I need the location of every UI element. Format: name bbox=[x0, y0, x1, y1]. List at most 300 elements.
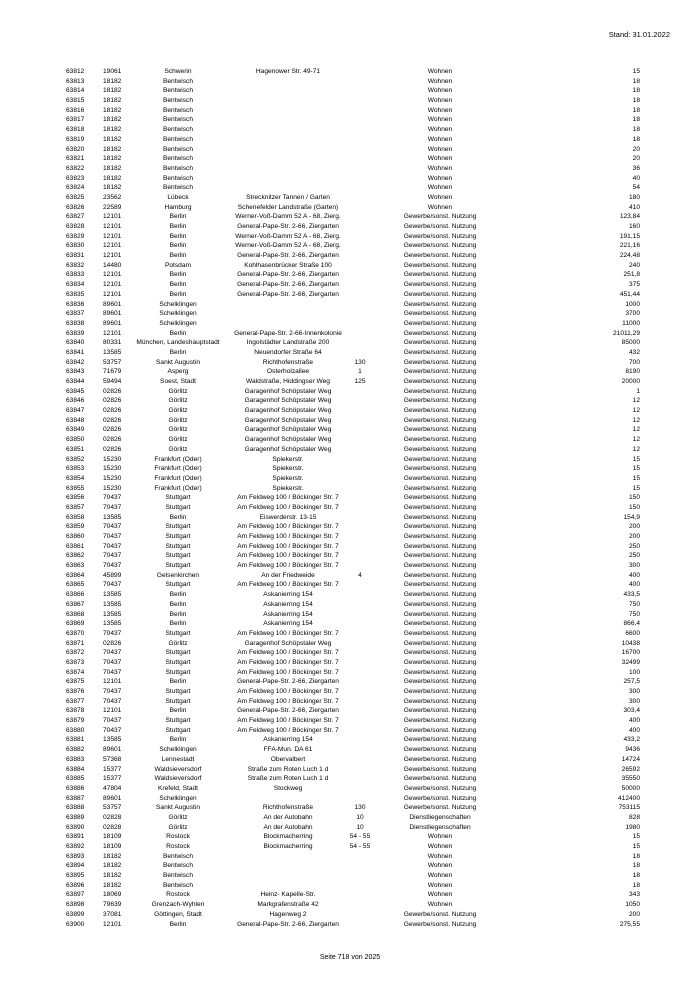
area-value: 10438 bbox=[621, 639, 640, 647]
row-id: 63867 bbox=[66, 600, 85, 608]
postal-code-cell bbox=[103, 658, 121, 668]
table-row bbox=[0, 629, 700, 639]
city: Waldsieversdorf bbox=[154, 765, 202, 773]
table-row bbox=[0, 367, 700, 377]
table-row bbox=[0, 697, 700, 707]
usage-type: Wohnen bbox=[427, 116, 453, 124]
postal-code: 89601 bbox=[103, 300, 122, 308]
area-value: 123,84 bbox=[619, 213, 640, 221]
row-id-cell bbox=[66, 619, 84, 629]
city: Berlin bbox=[169, 736, 187, 744]
row-id: 63824 bbox=[66, 184, 85, 192]
usage-type: Gewerbe/sonst. Nutzung bbox=[403, 726, 477, 734]
postal-code-cell bbox=[103, 900, 121, 910]
city: Görlitz bbox=[168, 397, 188, 405]
postal-code-cell bbox=[103, 338, 121, 348]
postal-code-cell bbox=[103, 610, 121, 620]
postal-code: 13585 bbox=[103, 591, 122, 599]
area-value-cell bbox=[633, 871, 640, 881]
city: Lennestadt bbox=[161, 755, 195, 763]
city: Görlitz bbox=[168, 823, 188, 831]
area-value: 18 bbox=[632, 872, 640, 880]
postal-code: 12101 bbox=[103, 920, 122, 928]
street: An der Autobahn bbox=[263, 823, 313, 831]
city: Bentwisch bbox=[162, 145, 194, 153]
usage-type: Gewerbe/sonst. Nutzung bbox=[403, 523, 477, 531]
city: Bentwisch bbox=[162, 881, 194, 889]
street: Am Feldweg 100 / Böckinger Str. 7 bbox=[237, 717, 339, 725]
row-id-cell bbox=[66, 484, 84, 494]
row-id: 63828 bbox=[66, 223, 85, 230]
table-row bbox=[0, 755, 700, 765]
city: Schelklingen bbox=[159, 746, 197, 754]
area-value: 275,55 bbox=[619, 920, 640, 928]
postal-code: 70437 bbox=[103, 581, 122, 589]
row-id: 63882 bbox=[66, 746, 85, 754]
row-id-cell bbox=[66, 823, 84, 833]
postal-code: 12101 bbox=[103, 281, 122, 289]
city: Bentwisch bbox=[162, 164, 194, 172]
postal-code-cell bbox=[103, 706, 121, 716]
area-value-cell bbox=[622, 784, 640, 794]
usage-type: Gewerbe/sonst. Nutzung bbox=[403, 484, 477, 492]
area-value-cell bbox=[629, 600, 640, 610]
postal-code: 70437 bbox=[103, 649, 122, 657]
street: Spiekerstr. bbox=[272, 474, 304, 482]
postal-code: 89601 bbox=[103, 746, 122, 754]
area-value: 20 bbox=[632, 145, 640, 153]
area-value-cell bbox=[633, 145, 640, 155]
table-row bbox=[0, 561, 700, 571]
street: Am Feldweg 100 / Böckinger Str. 7 bbox=[237, 668, 339, 676]
city: Stuttgart bbox=[165, 629, 191, 637]
city: Berlin bbox=[169, 213, 187, 221]
area-value: 303,4 bbox=[623, 707, 640, 715]
city: Grenzach-Wyhlen bbox=[151, 901, 205, 909]
table-row bbox=[0, 852, 700, 862]
row-id-cell bbox=[66, 145, 84, 155]
usage-type: Gewerbe/sonst. Nutzung bbox=[403, 649, 477, 657]
street: Straße zum Roten Luch 1 d bbox=[247, 765, 329, 773]
postal-code-cell bbox=[103, 503, 121, 513]
usage-type: Gewerbe/sonst. Nutzung bbox=[403, 639, 477, 647]
postal-code: 89601 bbox=[103, 310, 122, 318]
usage-type: Gewerbe/sonst. Nutzung bbox=[403, 581, 477, 589]
area-value: 154,9 bbox=[623, 513, 640, 521]
street: Eiswerderstr. 13-15 bbox=[259, 513, 317, 521]
postal-code-cell bbox=[103, 735, 121, 745]
table-row bbox=[0, 193, 700, 203]
postal-code-cell bbox=[103, 590, 121, 600]
postal-code: 02828 bbox=[103, 813, 122, 821]
street: Obervalbert bbox=[270, 755, 306, 763]
postal-code: 18182 bbox=[103, 174, 122, 182]
postal-code: 80331 bbox=[103, 339, 122, 347]
area-value-cell bbox=[629, 193, 640, 203]
row-id: 63891 bbox=[66, 833, 85, 841]
row-id: 63844 bbox=[66, 378, 85, 385]
postal-code-cell bbox=[103, 619, 121, 629]
row-id-cell bbox=[66, 251, 84, 261]
area-value: 18 bbox=[632, 852, 640, 860]
row-id: 63873 bbox=[66, 658, 85, 666]
area-value: 50000 bbox=[621, 784, 640, 792]
postal-code-cell bbox=[103, 464, 121, 474]
postal-code: 89601 bbox=[103, 794, 122, 802]
row-id-cell bbox=[66, 706, 84, 716]
table-row bbox=[0, 639, 700, 649]
postal-code: 15230 bbox=[103, 484, 122, 492]
area-value: 18 bbox=[632, 126, 640, 134]
postal-code-cell bbox=[103, 484, 121, 494]
row-id-cell bbox=[66, 842, 84, 852]
usage-type: Gewerbe/sonst. Nutzung bbox=[403, 717, 477, 725]
usage-type: Wohnen bbox=[427, 155, 453, 163]
table-row bbox=[0, 716, 700, 726]
postal-code: 70437 bbox=[103, 629, 122, 637]
row-id: 63881 bbox=[66, 736, 85, 744]
area-value: 20 bbox=[632, 155, 640, 163]
area-value: 160 bbox=[628, 223, 640, 230]
table-row bbox=[0, 765, 700, 775]
area-value: 15 bbox=[632, 843, 640, 850]
city: Stuttgart bbox=[165, 552, 191, 560]
table-row bbox=[0, 154, 700, 164]
postal-code: 13585 bbox=[103, 513, 122, 521]
street: Osterholzallee bbox=[266, 368, 310, 376]
city: Berlin bbox=[169, 290, 187, 298]
usage-type: Gewerbe/sonst. Nutzung bbox=[403, 281, 477, 289]
postal-code-cell bbox=[103, 861, 121, 871]
row-id-cell bbox=[66, 687, 84, 697]
row-id: 63831 bbox=[66, 252, 85, 260]
city: Görlitz bbox=[168, 387, 188, 395]
house-number: 10 bbox=[356, 813, 364, 821]
postal-code: 18182 bbox=[103, 852, 122, 860]
table-row bbox=[0, 522, 700, 532]
postal-code-cell bbox=[103, 445, 121, 455]
row-id-cell bbox=[66, 774, 84, 784]
area-value: 250 bbox=[628, 542, 640, 550]
city: Bentwisch bbox=[162, 106, 194, 114]
row-id: 63861 bbox=[66, 542, 85, 550]
postal-code-cell bbox=[103, 96, 121, 106]
city: Berlin bbox=[169, 920, 187, 928]
area-value: 18 bbox=[632, 77, 640, 85]
area-value: 240 bbox=[628, 261, 640, 269]
usage-type: Gewerbe/sonst. Nutzung bbox=[403, 368, 477, 376]
postal-code-cell bbox=[103, 920, 121, 930]
street: General-Pape-Str. 2-66, Ziergarten bbox=[237, 707, 339, 715]
postal-code-cell bbox=[103, 852, 121, 862]
row-id: 63874 bbox=[66, 668, 85, 676]
row-id-cell bbox=[66, 648, 84, 658]
area-value-cell bbox=[633, 115, 640, 125]
city: Görlitz bbox=[168, 416, 188, 424]
city: Soest, Stadt bbox=[160, 378, 196, 385]
area-value-cell bbox=[625, 823, 640, 833]
area-value: 15 bbox=[632, 465, 640, 473]
row-id: 63837 bbox=[66, 310, 85, 318]
table-row bbox=[0, 96, 700, 106]
row-id-cell bbox=[66, 697, 84, 707]
area-value-cell bbox=[633, 135, 640, 145]
area-value: 12 bbox=[632, 426, 640, 434]
row-id: 63826 bbox=[66, 203, 85, 211]
table-row bbox=[0, 580, 700, 590]
city: Stuttgart bbox=[165, 581, 191, 589]
usage-type: Gewerbe/sonst. Nutzung bbox=[403, 426, 477, 434]
area-value: 1980 bbox=[625, 823, 640, 831]
street: Markgrafenstraße 42 bbox=[257, 901, 319, 909]
city: Schwerin bbox=[164, 68, 192, 75]
row-id-cell bbox=[66, 280, 84, 290]
postal-code-cell bbox=[103, 222, 121, 232]
table-row bbox=[0, 406, 700, 416]
table-row bbox=[0, 203, 700, 213]
area-value-cell bbox=[618, 794, 640, 804]
row-id: 63814 bbox=[66, 87, 85, 95]
row-id-cell bbox=[66, 532, 84, 542]
table-row bbox=[0, 648, 700, 658]
postal-code-cell bbox=[103, 561, 121, 571]
row-id-cell bbox=[66, 881, 84, 891]
row-id-cell bbox=[66, 871, 84, 881]
row-id: 63870 bbox=[66, 629, 85, 637]
area-value-cell bbox=[629, 348, 640, 358]
area-value: 343 bbox=[628, 891, 640, 899]
area-value-cell bbox=[620, 251, 640, 261]
postal-code-cell bbox=[103, 890, 121, 900]
area-value: 180 bbox=[628, 193, 640, 201]
area-value-cell bbox=[623, 677, 640, 687]
street: Garagenhof Schöpstaler Weg bbox=[244, 436, 332, 444]
row-id-cell bbox=[66, 455, 84, 465]
area-value-cell bbox=[633, 406, 640, 416]
postal-code-cell bbox=[103, 542, 121, 552]
postal-code: 53757 bbox=[103, 804, 122, 812]
area-value-cell bbox=[629, 522, 640, 532]
postal-code: 02826 bbox=[103, 426, 122, 434]
row-id-cell bbox=[66, 900, 84, 910]
area-value: 221,16 bbox=[619, 242, 640, 250]
table-row bbox=[0, 425, 700, 435]
row-id: 63840 bbox=[66, 339, 85, 347]
row-id: 63822 bbox=[66, 164, 85, 172]
usage-type: Gewerbe/sonst. Nutzung bbox=[403, 610, 477, 618]
row-id-cell bbox=[66, 154, 84, 164]
street: Hagenweg 2 bbox=[269, 910, 307, 918]
postal-code: 70437 bbox=[103, 503, 122, 511]
area-value: 3700 bbox=[625, 310, 640, 318]
area-value-cell bbox=[620, 241, 640, 251]
postal-code: 70437 bbox=[103, 658, 122, 666]
postal-code: 14480 bbox=[103, 261, 122, 269]
city: Stuttgart bbox=[165, 697, 191, 705]
row-id: 63856 bbox=[66, 494, 85, 502]
row-id-cell bbox=[66, 726, 84, 736]
area-value: 200 bbox=[628, 910, 640, 918]
city: Berlin bbox=[169, 591, 187, 599]
row-id: 63832 bbox=[66, 261, 85, 269]
usage-type: Gewerbe/sonst. Nutzung bbox=[403, 755, 477, 763]
postal-code-cell bbox=[103, 387, 121, 397]
area-value-cell bbox=[622, 319, 640, 329]
postal-code: 18182 bbox=[103, 881, 122, 889]
area-value-cell bbox=[629, 222, 640, 232]
city: Bentwisch bbox=[162, 872, 194, 880]
usage-type: Gewerbe/sonst. Nutzung bbox=[403, 629, 477, 637]
row-id: 63871 bbox=[66, 639, 85, 647]
postal-code: 70437 bbox=[103, 494, 122, 502]
city: Frankfurt (Oder) bbox=[154, 465, 202, 473]
postal-code: 89601 bbox=[103, 319, 122, 327]
table-row bbox=[0, 735, 700, 745]
area-value: 400 bbox=[628, 717, 640, 725]
row-id-cell bbox=[66, 396, 84, 406]
row-id-cell bbox=[66, 658, 84, 668]
row-id: 63818 bbox=[66, 126, 85, 134]
area-value: 18 bbox=[632, 862, 640, 870]
usage-type: Wohnen bbox=[427, 126, 453, 134]
postal-code-cell bbox=[103, 251, 121, 261]
area-value: 11000 bbox=[622, 319, 640, 327]
postal-code: 13585 bbox=[103, 600, 122, 608]
area-value-cell bbox=[633, 67, 640, 77]
area-value: 433,5 bbox=[623, 591, 640, 599]
postal-code: 12101 bbox=[103, 213, 122, 221]
row-id-cell bbox=[66, 668, 84, 678]
postal-code-cell bbox=[103, 300, 121, 310]
postal-code: 18182 bbox=[103, 97, 122, 105]
row-id-cell bbox=[66, 832, 84, 842]
table-row bbox=[0, 241, 700, 251]
postal-code-cell bbox=[103, 784, 121, 794]
area-value-cell bbox=[622, 658, 640, 668]
row-id: 63847 bbox=[66, 407, 85, 415]
row-id-cell bbox=[66, 338, 84, 348]
row-id-cell bbox=[66, 522, 84, 532]
usage-type: Gewerbe/sonst. Nutzung bbox=[403, 794, 477, 802]
postal-code-cell bbox=[103, 842, 121, 852]
postal-code: 18109 bbox=[103, 843, 122, 850]
usage-type: Gewerbe/sonst. Nutzung bbox=[403, 775, 477, 783]
postal-code-cell bbox=[103, 86, 121, 96]
street: Werner-Voß-Damm 52 A - 68, Zierg. bbox=[235, 242, 341, 250]
row-id: 63821 bbox=[66, 155, 85, 163]
street: Am Feldweg 100 / Böckinger Str. 7 bbox=[237, 658, 339, 666]
row-id-cell bbox=[66, 358, 84, 368]
usage-type: Gewerbe/sonst. Nutzung bbox=[403, 668, 477, 676]
usage-type: Wohnen bbox=[427, 164, 453, 172]
usage-type: Wohnen bbox=[427, 833, 453, 841]
row-id-cell bbox=[66, 784, 84, 794]
table-row bbox=[0, 348, 700, 358]
city: Potsdam bbox=[164, 261, 192, 269]
area-value-cell bbox=[629, 668, 640, 678]
postal-code-cell bbox=[103, 280, 121, 290]
area-value: 400 bbox=[628, 581, 640, 589]
usage-type: Gewerbe/sonst. Nutzung bbox=[403, 358, 477, 366]
row-id-cell bbox=[66, 232, 84, 242]
usage-type: Wohnen bbox=[427, 843, 453, 850]
row-id-cell bbox=[66, 290, 84, 300]
city: Frankfurt (Oder) bbox=[154, 474, 202, 482]
postal-code: 70437 bbox=[103, 668, 122, 676]
area-value: 300 bbox=[628, 688, 640, 695]
row-id-cell bbox=[66, 513, 84, 523]
table-row bbox=[0, 920, 700, 930]
row-id: 63850 bbox=[66, 436, 85, 444]
usage-type: Gewerbe/sonst. Nutzung bbox=[403, 445, 477, 453]
area-value: 1 bbox=[636, 387, 640, 395]
postal-code-cell bbox=[103, 135, 121, 145]
street: Kohlhasenbrücker Straße 100 bbox=[244, 261, 332, 269]
usage-type: Gewerbe/sonst. Nutzung bbox=[403, 707, 477, 715]
row-id-cell bbox=[66, 300, 84, 310]
usage-type: Gewerbe/sonst. Nutzung bbox=[403, 746, 477, 754]
area-value: 866,4 bbox=[623, 620, 640, 628]
row-id-cell bbox=[66, 406, 84, 416]
row-id-cell bbox=[66, 735, 84, 745]
area-value-cell bbox=[633, 861, 640, 871]
city: Gelsenkirchen bbox=[156, 571, 200, 579]
area-value-cell bbox=[629, 813, 640, 823]
table-row bbox=[0, 445, 700, 455]
usage-type: Gewerbe/sonst. Nutzung bbox=[403, 697, 477, 705]
row-id: 63853 bbox=[66, 465, 85, 473]
area-value-cell bbox=[629, 697, 640, 707]
area-value: 18 bbox=[632, 881, 640, 889]
row-id: 63860 bbox=[66, 533, 85, 540]
area-value: 20000 bbox=[621, 378, 640, 385]
street: Ingolstädter Landstraße 200 bbox=[246, 339, 330, 347]
postal-code: 23562 bbox=[103, 193, 122, 201]
page-number: Seite 718 von 2025 bbox=[319, 954, 381, 961]
city: Görlitz bbox=[168, 639, 188, 647]
area-value-cell bbox=[633, 396, 640, 406]
area-value-cell bbox=[633, 455, 640, 465]
row-id-cell bbox=[66, 745, 84, 755]
postal-code-cell bbox=[103, 309, 121, 319]
area-value-cell bbox=[633, 154, 640, 164]
postal-code: 18069 bbox=[103, 891, 122, 899]
row-id: 63848 bbox=[66, 416, 85, 424]
usage-type: Gewerbe/sonst. Nutzung bbox=[403, 310, 477, 318]
area-value: 16700 bbox=[621, 649, 640, 657]
row-id: 63830 bbox=[66, 242, 85, 250]
area-value-cell bbox=[633, 852, 640, 862]
table-row bbox=[0, 619, 700, 629]
city: Bentwisch bbox=[162, 174, 194, 182]
city: Bentwisch bbox=[162, 116, 194, 124]
usage-type: Gewerbe/sonst. Nutzung bbox=[403, 271, 477, 279]
usage-type: Gewerbe/sonst. Nutzung bbox=[403, 319, 477, 327]
postal-code-cell bbox=[103, 115, 121, 125]
area-value-cell bbox=[629, 580, 640, 590]
area-value: 12 bbox=[632, 416, 640, 424]
area-value: 257,5 bbox=[623, 678, 640, 686]
row-id: 63877 bbox=[66, 697, 85, 705]
usage-type: Wohnen bbox=[427, 881, 453, 889]
area-value-cell bbox=[636, 387, 640, 397]
table-row bbox=[0, 677, 700, 687]
street: General-Pape-Str. 2-66-Innenkolonie bbox=[234, 329, 342, 337]
area-value-cell bbox=[622, 774, 640, 784]
row-id-cell bbox=[66, 77, 84, 87]
street: Am Feldweg 100 / Böckinger Str. 7 bbox=[237, 697, 339, 705]
area-value-cell bbox=[623, 590, 640, 600]
